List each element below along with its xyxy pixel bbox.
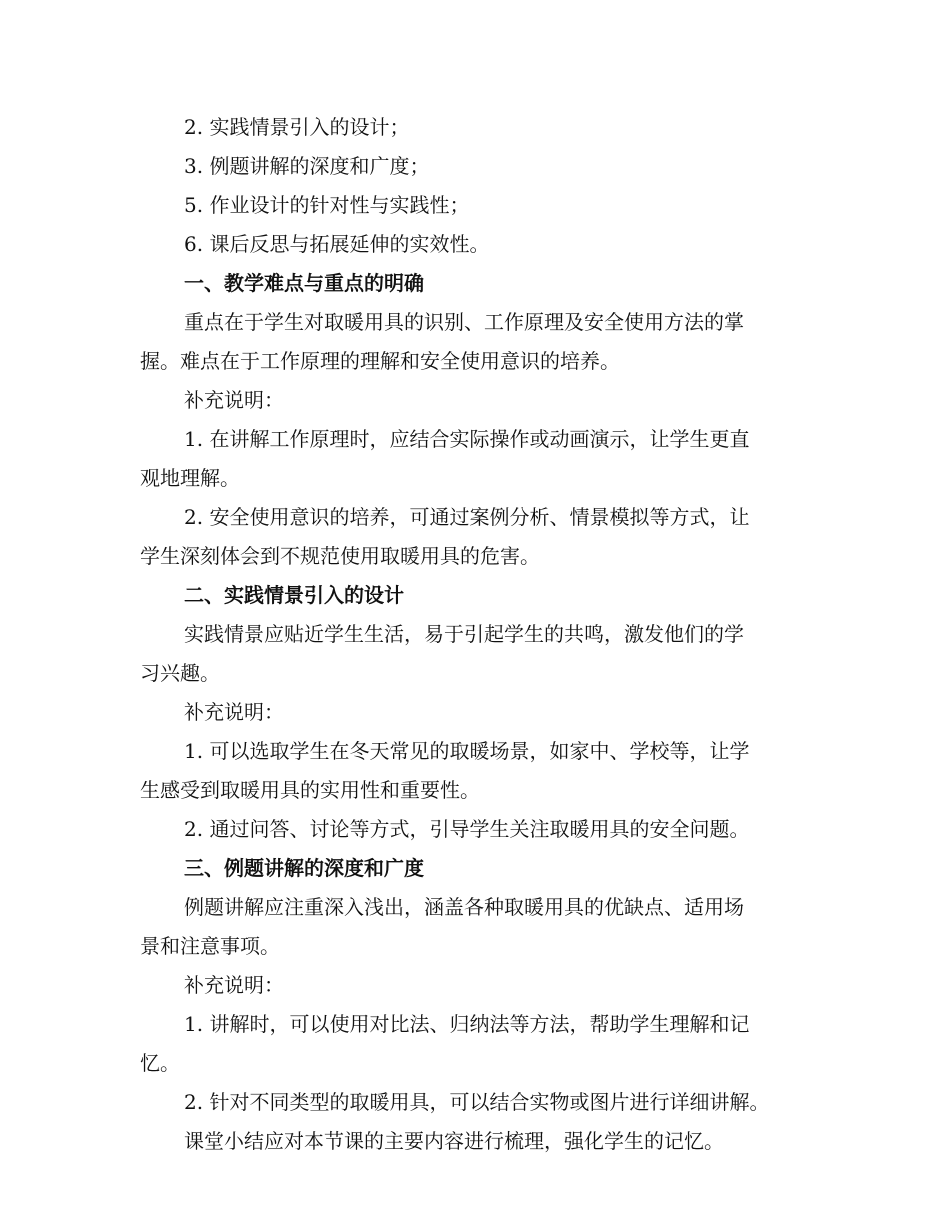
- paragraph-line: 1. 在讲解工作原理时，应结合实际操作或动画演示，让学生更直: [184, 427, 750, 451]
- paragraph-line: 习兴趣。: [140, 661, 220, 685]
- paragraph-line: 景和注意事项。: [140, 934, 280, 958]
- paragraph-line: 例题讲解应注重深入浅出，涵盖各种取暖用具的优缺点、适用场: [184, 895, 744, 919]
- list-item-6: 6. 课后反思与拓展延伸的实效性。: [184, 232, 490, 256]
- paragraph-line: 实践情景应贴近学生生活，易于引起学生的共鸣，激发他们的学: [184, 622, 744, 646]
- supplement-label: 补充说明：: [184, 388, 284, 412]
- section-heading-2: 二、实践情景引入的设计: [184, 583, 404, 607]
- supplement-label: 补充说明：: [184, 973, 284, 997]
- paragraph-line: 忆。: [140, 1051, 180, 1075]
- paragraph-line: 2. 针对不同类型的取暖用具，可以结合实物或图片进行详细讲解。: [184, 1090, 770, 1114]
- summary-line: 课堂小结应对本节课的主要内容进行梳理，强化学生的记忆。: [184, 1129, 724, 1153]
- document-body: [140, 109, 810, 1162]
- list-item-3: 3. 例题讲解的深度和广度；: [184, 154, 430, 178]
- paragraph-line: 2. 安全使用意识的培养，可通过案例分析、情景模拟等方式，让: [184, 505, 750, 529]
- paragraph-line: 重点在于学生对取暖用具的识别、工作原理及安全使用方法的掌: [184, 310, 744, 334]
- list-item-5: 5. 作业设计的针对性与实践性；: [184, 193, 470, 217]
- paragraph-line: 握。难点在于工作原理的理解和安全使用意识的培养。: [140, 349, 620, 373]
- section-heading-1: 一、教学难点与重点的明确: [184, 271, 424, 295]
- paragraph-line: 学生深刻体会到不规范使用取暖用具的危害。: [140, 544, 540, 568]
- section-heading-3: 三、例题讲解的深度和广度: [184, 856, 424, 880]
- list-item-2: 2. 实践情景引入的设计；: [184, 115, 410, 139]
- paragraph-line: 2. 通过问答、讨论等方式，引导学生关注取暖用具的安全问题。: [184, 817, 750, 841]
- paragraph-line: 观地理解。: [140, 466, 240, 490]
- paragraph-line: 1. 可以选取学生在冬天常见的取暖场景，如家中、学校等，让学: [184, 739, 750, 763]
- paragraph-line: 生感受到取暖用具的实用性和重要性。: [140, 778, 480, 802]
- supplement-label: 补充说明：: [184, 700, 284, 724]
- paragraph-line: 1. 讲解时，可以使用对比法、归纳法等方法，帮助学生理解和记: [184, 1012, 750, 1036]
